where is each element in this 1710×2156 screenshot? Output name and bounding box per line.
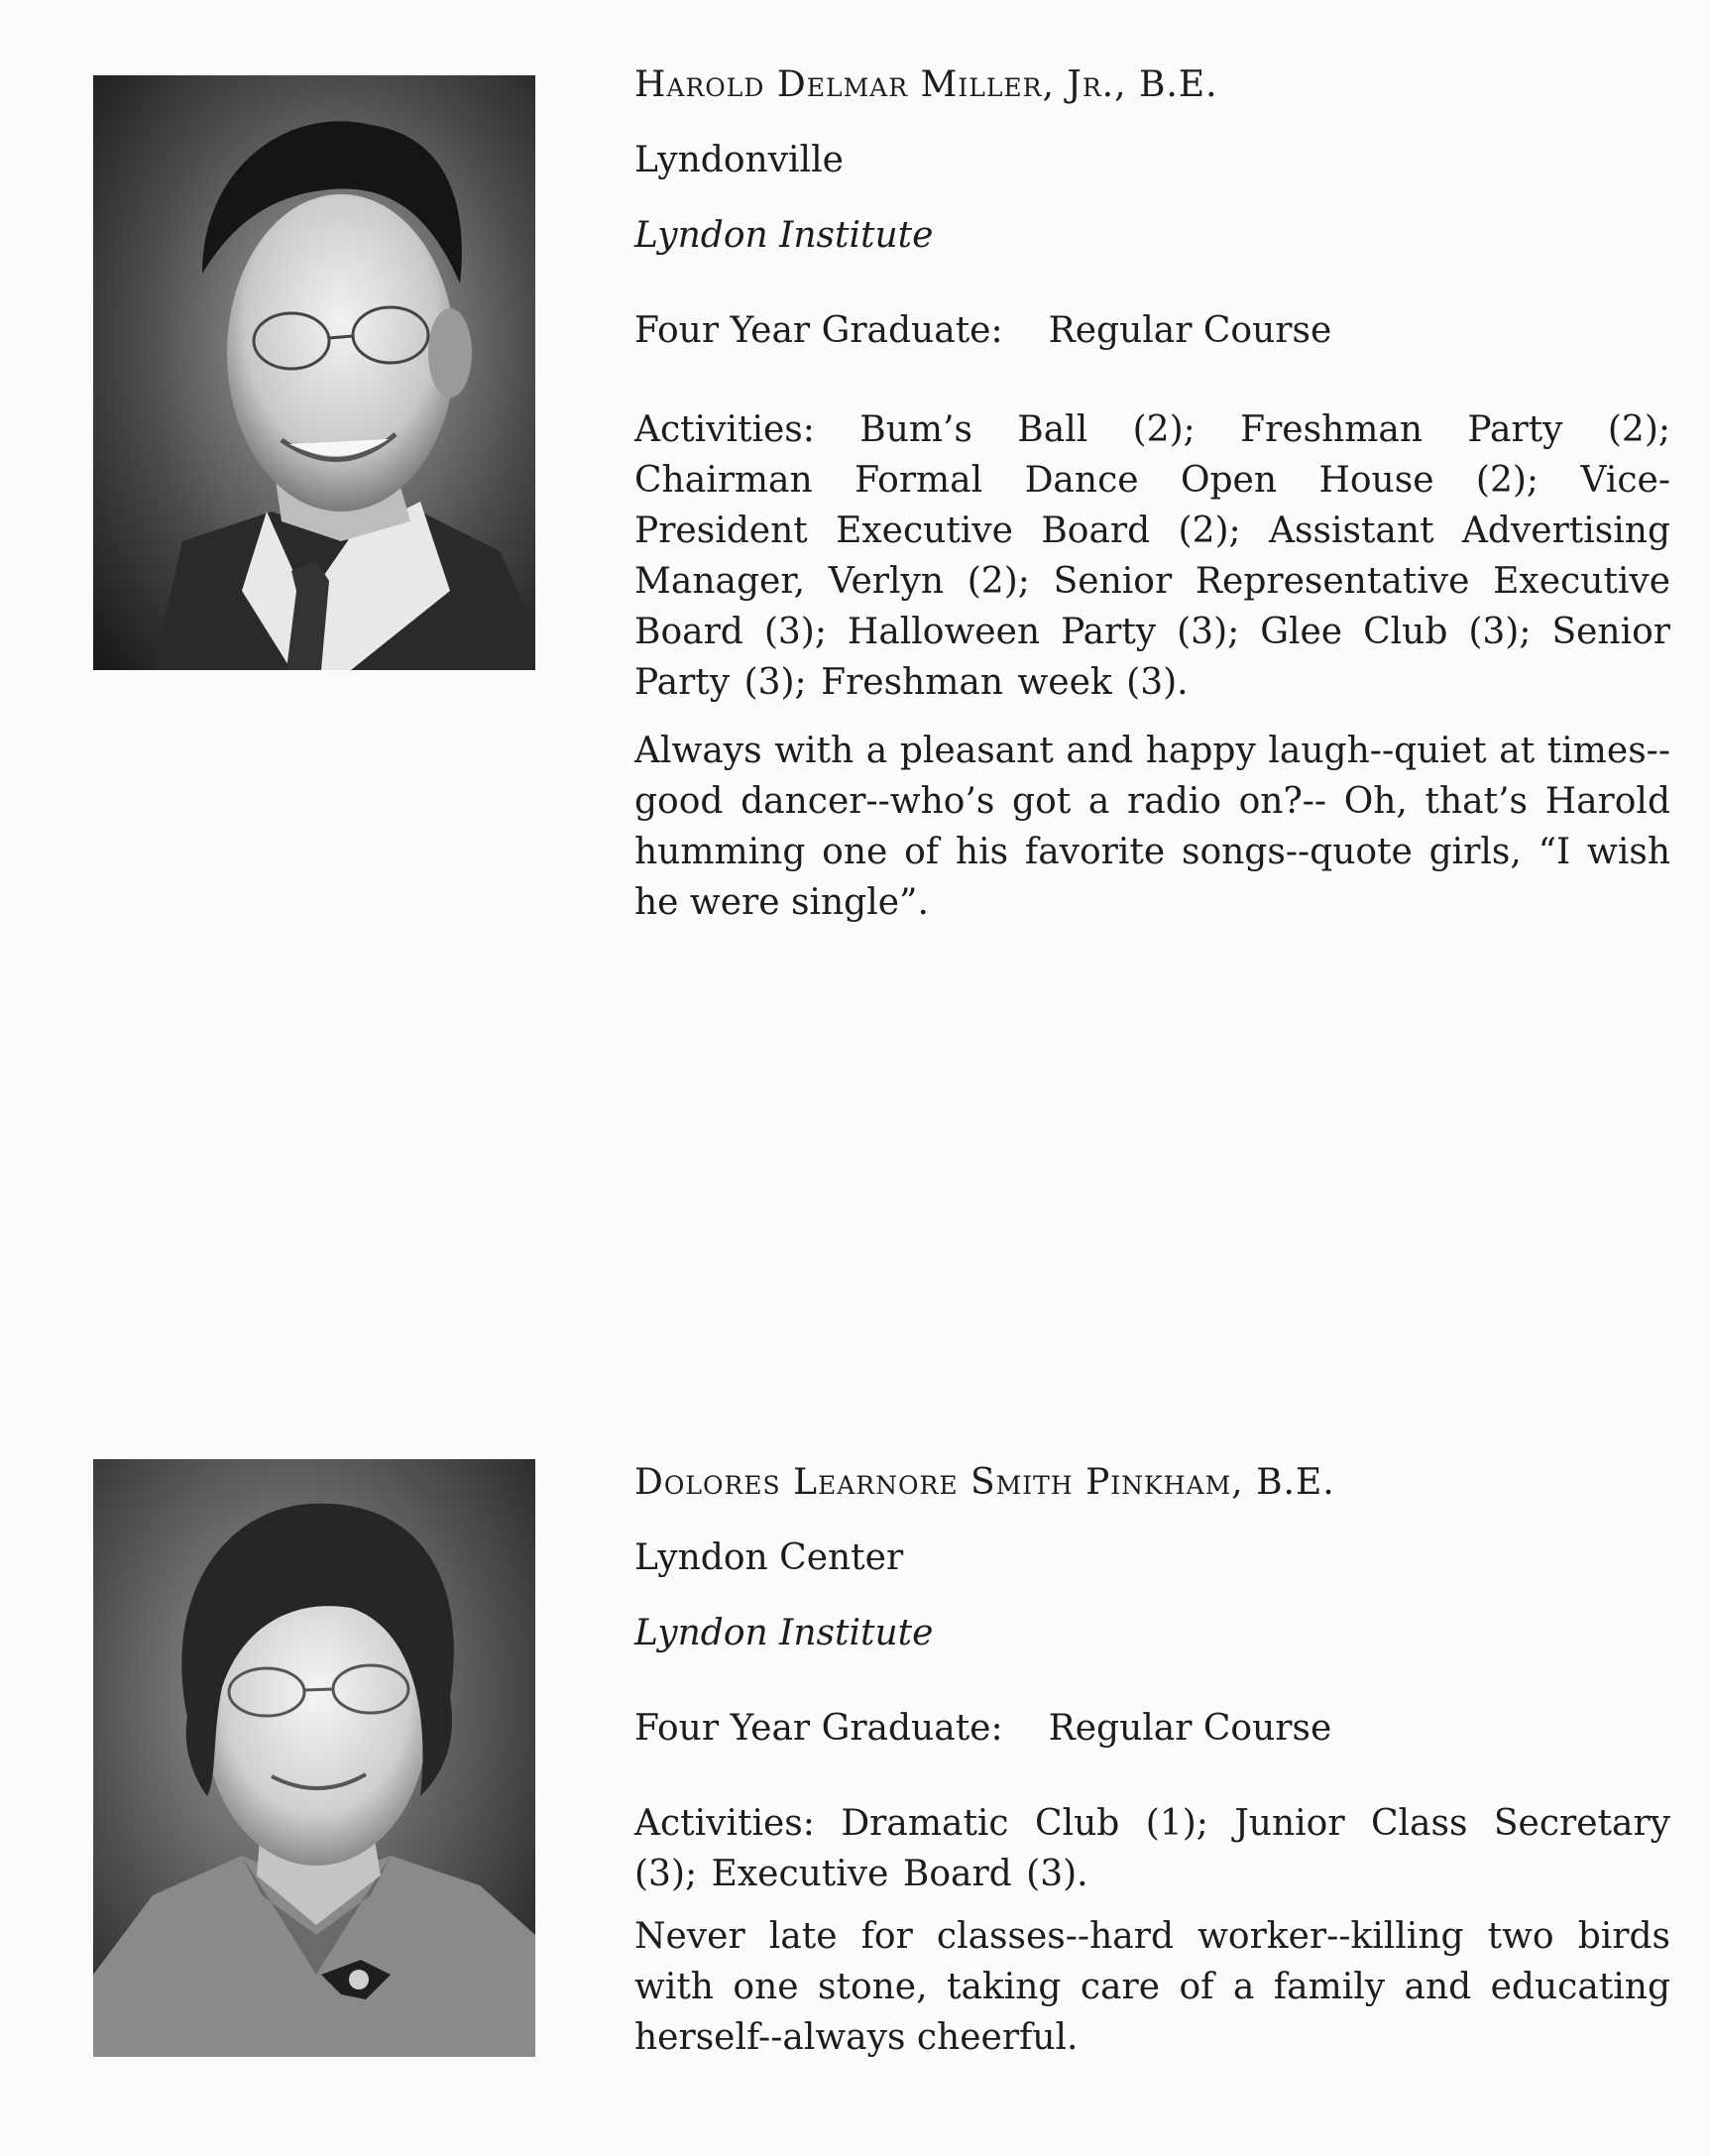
student-high-school: Lyndon Institute bbox=[634, 215, 934, 256]
course-value: Regular Course bbox=[1048, 310, 1332, 351]
course-label: Four Year Graduate: bbox=[634, 1708, 1003, 1749]
portrait-image bbox=[93, 75, 535, 670]
student-entry bbox=[0, 0, 1710, 991]
student-portrait-photo bbox=[93, 75, 535, 670]
student-details bbox=[634, 1457, 1670, 2063]
portrait-image bbox=[93, 1459, 535, 2057]
student-name: Dolores Learnore Smith Pinkham, B.E. bbox=[634, 1462, 1335, 1503]
student-details bbox=[634, 59, 1670, 928]
student-course bbox=[634, 1703, 1670, 1755]
student-high-school: Lyndon Institute bbox=[634, 1613, 934, 1653]
student-activities: Activities: Dramatic Club (1); Junior Class Secretary (3); Executive Board (3). bbox=[634, 1803, 1670, 1894]
course-label: Four Year Graduate: bbox=[634, 310, 1003, 351]
student-portrait-photo bbox=[93, 1459, 535, 2057]
student-activities: Activities: Bum’s Ball (2); Freshman Party (2); Chairman Formal Dance Open House (2); Vice-President Executive Board (2); Assistant Advertising Manager, Verlyn (2); Senior Representative Executive Board (3); Halloween Party (3); Glee Club (3); Senior Party (3); Freshman week (3). bbox=[634, 409, 1670, 703]
course-value: Regular Course bbox=[1048, 1708, 1332, 1749]
student-course bbox=[634, 305, 1670, 357]
student-description: Always with a pleasant and happy laugh--quiet at times--good dancer--who’s got a radio on?-- Oh, that’s Harold humming one of his favorite songs--quote girls, “I wish he were single”. bbox=[634, 731, 1670, 923]
student-hometown: Lyndon Center bbox=[634, 1537, 904, 1578]
student-hometown: Lyndonville bbox=[634, 140, 844, 180]
student-name: Harold Delmar Miller, Jr., B.E. bbox=[634, 64, 1218, 105]
student-description: Never late for classes--hard worker--killing two birds with one stone, taking care of a family and educating herself--always cheerful. bbox=[634, 1916, 1670, 2058]
student-entry bbox=[0, 1427, 1710, 2156]
